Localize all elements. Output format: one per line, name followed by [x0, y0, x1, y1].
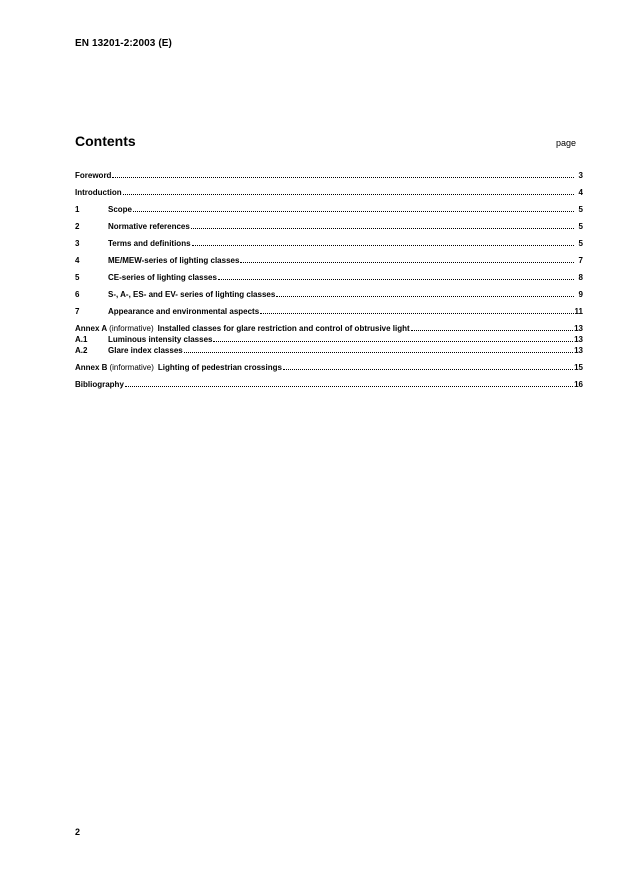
dot-leader [133, 204, 574, 212]
toc-entry-page: 5 [578, 239, 583, 248]
toc-entry-title: Normative references [108, 222, 190, 231]
dot-leader [192, 238, 574, 246]
toc-entry-introduction[interactable] [75, 187, 583, 198]
toc-entry-ce-series[interactable] [75, 272, 583, 283]
toc-entry-page: 16 [574, 380, 583, 389]
toc-entry-title: Installed classes for glare restriction and control of obtrusive light [157, 324, 410, 333]
toc-entry-number: 2 [75, 222, 80, 231]
dot-leader [191, 221, 574, 229]
toc-entry-page: 3 [578, 171, 583, 180]
toc-entry-number: 4 [75, 256, 80, 265]
toc-entry-number: A.2 [75, 346, 88, 355]
toc-entry-title: Lighting of pedestrian crossings [157, 363, 282, 372]
toc-entry-s-a-es-ev-series[interactable] [75, 289, 583, 300]
dot-leader [123, 187, 574, 195]
toc-entry-terms-and-definitions[interactable] [75, 238, 583, 249]
toc-entry-title: Scope [108, 205, 133, 214]
toc-entry-page: 5 [578, 205, 583, 214]
dot-leader [240, 255, 574, 263]
toc-entry-a1[interactable] [75, 334, 583, 345]
page-number: 2 [75, 827, 81, 837]
toc-entry-number: 1 [75, 205, 80, 214]
toc-entry-normative-references[interactable] [75, 221, 583, 232]
toc-entry-annex-a[interactable] [75, 323, 583, 334]
toc-entry-scope[interactable] [75, 204, 583, 215]
toc-entry-number: 5 [75, 273, 80, 282]
annex-label: Annex A [75, 324, 108, 333]
toc-entry-me-mew-series[interactable] [75, 255, 583, 266]
dot-leader [213, 334, 573, 342]
toc-entry-title: Luminous intensity classes [108, 335, 213, 344]
toc-entry-page: 4 [578, 188, 583, 197]
toc-entry-appearance[interactable] [75, 306, 583, 317]
toc-entry-page: 5 [578, 222, 583, 231]
dot-leader [283, 362, 573, 370]
page-column-label: page [556, 138, 577, 148]
toc-entry-a2[interactable] [75, 345, 583, 356]
toc-entry-page: 7 [578, 256, 583, 265]
annex-label: Annex B [75, 363, 108, 372]
table-of-contents [75, 170, 583, 390]
toc-entry-bibliography[interactable] [75, 379, 583, 390]
toc-entry-title: S-, A-, ES- and EV- series of lighting classes [108, 290, 276, 299]
dot-leader [125, 379, 573, 387]
toc-entry-number: 6 [75, 290, 80, 299]
toc-entry-title: Foreword [75, 171, 112, 180]
toc-entry-page: 8 [578, 273, 583, 282]
dot-leader [411, 323, 573, 331]
dot-leader [218, 272, 574, 280]
toc-entry-number: 3 [75, 239, 80, 248]
toc-entry-title: Bibliography [75, 380, 124, 389]
contents-title: Contents [75, 133, 136, 149]
toc-entry-page: 13 [574, 324, 583, 333]
dot-leader [112, 170, 574, 178]
toc-entry-page: 13 [574, 346, 583, 355]
document-header: EN 13201-2:2003 (E) [75, 38, 172, 49]
toc-entry-number: 7 [75, 307, 80, 316]
dot-leader [260, 306, 573, 314]
toc-entry-title: Terms and definitions [108, 239, 191, 248]
toc-entry-title: CE-series of lighting classes [108, 273, 217, 282]
toc-entry-page: 11 [574, 307, 583, 316]
toc-entry-number: A.1 [75, 335, 88, 344]
toc-entry-title: Appearance and environmental aspects [108, 307, 260, 316]
toc-entry-title: Introduction [75, 188, 122, 197]
toc-entry-title: ME/MEW-series of lighting classes [108, 256, 240, 265]
toc-entry-page: 15 [574, 363, 583, 372]
toc-entry-page: 9 [578, 290, 583, 299]
informative-label: (informative) [109, 324, 154, 333]
dot-leader [184, 345, 573, 353]
toc-entry-annex-b[interactable] [75, 362, 583, 373]
informative-label: (informative) [109, 363, 154, 372]
dot-leader [276, 289, 574, 297]
toc-entry-page: 13 [574, 335, 583, 344]
toc-entry-title: Glare index classes [108, 346, 183, 355]
toc-entry-foreword[interactable] [75, 170, 583, 181]
